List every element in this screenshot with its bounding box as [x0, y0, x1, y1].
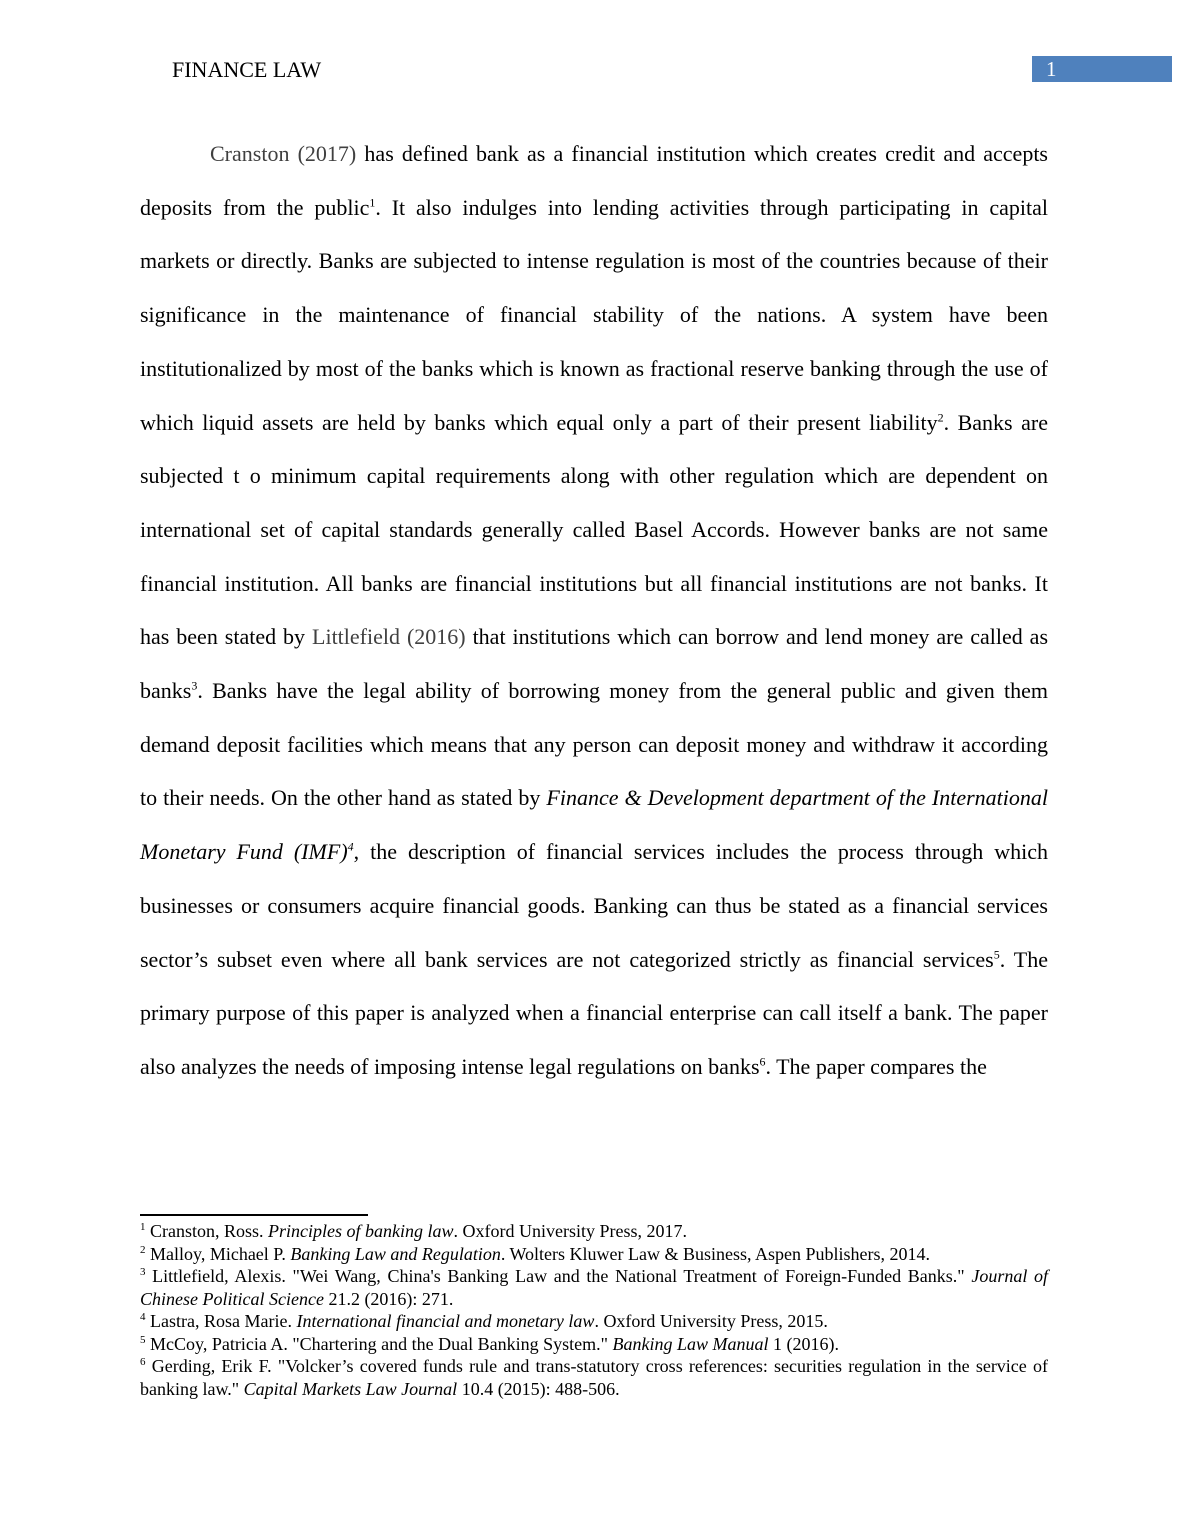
- imf-reference: Finance & Development department of the International Monetary Fund (IMF): [140, 785, 1048, 865]
- footnote-separator: [140, 1214, 368, 1216]
- citation-cranston: Cranston (2017): [210, 141, 357, 166]
- footnote-ref-2[interactable]: 2: [937, 410, 944, 425]
- body-text-segment: , the description of financial services includes the process through which businesses or consumers acquire financial goods. Banking can thus be stated as a financial services sector’s subset even where all bank services are not categorized strictly as financial services: [140, 839, 1048, 972]
- running-header-title: FINANCE LAW: [172, 57, 322, 82]
- footnote-ref-4[interactable]: 4: [347, 839, 354, 854]
- footnote-1: $^1$ Cranston, Ross. Principles of banking law. Oxford University Press, 2017.: [140, 1221, 687, 1241]
- footnote-3: $^3$ Littlefield, Alexis. "Wei Wang, China's Banking Law and the National Treatment of Foreign-Funded Banks." Journal of Chinese Political Science 21.2 (2016): 271.: [140, 1266, 1049, 1309]
- body-text-segment: . It also indulges into lending activities through participating in capital markets or directly. Banks are subjected to intense regulation is most of the countries because of their significance in the maintenance of financial stability of the nations. A system have been institutionalized by most of the banks which is known as fractional reserve banking through the use of which liquid assets are held by banks which equal only a part of their present liability: [140, 194, 1048, 435]
- body-text-segment: . The paper compares the: [765, 1053, 987, 1079]
- footnote-ref-5[interactable]: 5: [993, 947, 1000, 962]
- footnotes: [140, 1220, 1048, 1400]
- footnote-6: $^6$ Gerding, Erik F. "Volcker’s covered funds rule and trans-statutory cross references: securities regulation in the service of banking law." Capital Markets Law Journal 10.4 (2015): 488-506.: [140, 1356, 1048, 1399]
- page-number: 1: [1046, 57, 1057, 81]
- body-text-segment: . Banks have the legal ability of borrowing money from the general public and given them demand deposit facilities which means that any person can deposit money and withdraw it according to their needs. On the other hand as stated by: [140, 678, 1048, 811]
- body-text-segment: has defined bank as a financial institution which creates credit and accepts deposits from the public: [140, 141, 1048, 220]
- page-number-badge: [1032, 56, 1172, 82]
- footnote-4: $^4$ Lastra, Rosa Marie. International financial and monetary law. Oxford University Press, 2015.: [140, 1311, 828, 1331]
- body-paragraph: [140, 127, 1048, 1094]
- body-text-segment: . Banks are subjected t o minimum capital requirements along with other regulation which are dependent on international set of capital standards generally called Basel Accords. However banks are not same financial institution. All banks are financial institutions but all financial institutions are not banks. It has been stated by: [140, 409, 1048, 650]
- citation-littlefield: Littlefield (2016): [312, 624, 466, 650]
- footnote-5: $^5$ McCoy, Patricia A. "Chartering and the Dual Banking System." Banking Law Manual 1 (2016).: [140, 1333, 839, 1354]
- body-text-segment: that institutions which can borrow and lend money are called as banks: [140, 624, 1049, 704]
- footnote-ref-1[interactable]: 1: [369, 195, 376, 210]
- footnote-ref-6[interactable]: 6: [759, 1054, 766, 1069]
- body-text-segment: . The primary purpose of this paper is analyzed when a financial enterprise can call itself a bank. The paper also analyzes the needs of imposing intense legal regulations on banks: [140, 946, 1048, 1079]
- footnote-2: $^2$ Malloy, Michael P. Banking Law and Regulation. Wolters Kluwer Law & Business, Aspen Publishers, 2014.: [140, 1243, 931, 1264]
- footnote-ref-3[interactable]: 3: [191, 678, 198, 693]
